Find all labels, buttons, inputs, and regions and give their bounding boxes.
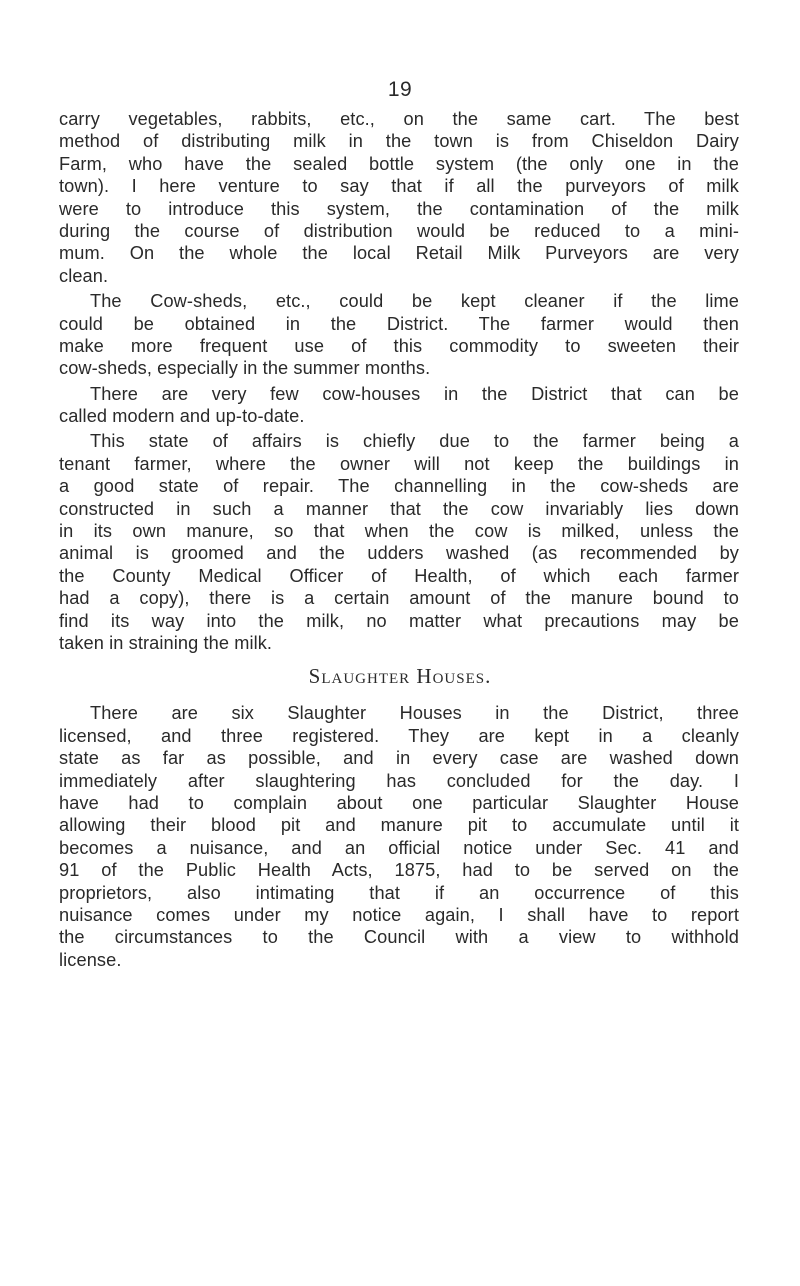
text-line: in its own manure, so that when the cow is milked, unless the — [59, 521, 739, 542]
text-line: had a copy), there is a certain amount of the manure bound to — [59, 588, 739, 609]
page-body — [0, 108, 800, 971]
text-line: carry vegetables, rabbits, etc., on the same cart. The best — [59, 109, 739, 129]
text-line: There are very few cow-houses in the District that can be — [90, 383, 739, 404]
text-line: during the course of distribution would be reduced to a mini- — [59, 220, 739, 241]
text-line: Farm, who have the sealed bottle system (the only one in the — [59, 153, 739, 174]
text-line: allowing their blood pit and manure pit to accumulate until it — [59, 815, 739, 836]
text-line: immediately after slaughtering has concluded for the day. I — [59, 770, 739, 791]
text-line: animal is groomed and the udders washed (as recommended by — [59, 543, 739, 564]
paragraph-slaughter-houses — [0, 702, 800, 971]
section-heading: Slaughter Houses. — [308, 664, 492, 689]
text-line: constructed in such a manner that the cow invariably lies down — [59, 498, 739, 519]
paragraph-cow-sheds — [0, 290, 800, 380]
text-line: have had to complain about one particular Slaughter House — [59, 792, 739, 813]
text-line: called modern and up-to-date. — [59, 406, 305, 427]
text-line: 91 of the Public Health Acts, 1875, had to be served on the — [59, 860, 739, 881]
text-line: state as far as possible, and in every case are washed down — [59, 748, 739, 769]
text-line: mum. On the whole the local Retail Milk Purveyors are very — [59, 243, 739, 264]
text-line: tenant farmer, where the owner will not keep the buildings in — [59, 453, 739, 474]
text-line: could be obtained in the District. The farmer would then — [59, 313, 739, 334]
text-line: the County Medical Officer of Health, of which each farmer — [59, 565, 739, 586]
text-line: taken in straining the milk. — [59, 632, 273, 653]
paragraph-tenant-farmer — [0, 430, 800, 654]
text-line: becomes a nuisance, and an official notice under Sec. 41 and — [59, 837, 739, 858]
text-line: nuisance comes under my notice again, I shall have to report — [59, 904, 739, 925]
text-line: proprietors, also intimating that if an occurrence of this — [59, 882, 739, 903]
text-line: were to introduce this system, the contamination of the milk — [59, 198, 739, 219]
page-number: 19 — [387, 78, 413, 101]
text-line: the circumstances to the Council with a view to withhold — [59, 927, 739, 948]
text-line: license. — [59, 949, 122, 970]
text-line: find its way into the milk, no matter what precautions may be — [59, 610, 739, 631]
text-line: make more frequent use of this commodity to sweeten their — [59, 335, 739, 356]
paragraph-cow-houses — [0, 383, 800, 428]
text-line: method of distributing milk in the town is from Chiseldon Dairy — [59, 131, 739, 152]
text-line: licensed, and three registered. They are kept in a cleanly — [59, 725, 739, 746]
text-line: town). I here venture to say that if all the purveyors of milk — [59, 176, 739, 197]
text-line: There are six Slaughter Houses in the District, three — [90, 703, 739, 724]
text-line: This state of affairs is chiefly due to the farmer being a — [90, 431, 739, 452]
text-line: clean. — [59, 265, 109, 286]
text-line: cow-sheds, especially in the summer months. — [59, 358, 431, 379]
text-line: The Cow-sheds, etc., could be kept cleaner if the lime — [90, 291, 739, 312]
section-slaughter-houses — [0, 654, 800, 702]
text-line: a good state of repair. The channelling in the cow-sheds are — [59, 476, 739, 497]
paragraph-milk-distribution — [0, 108, 800, 287]
